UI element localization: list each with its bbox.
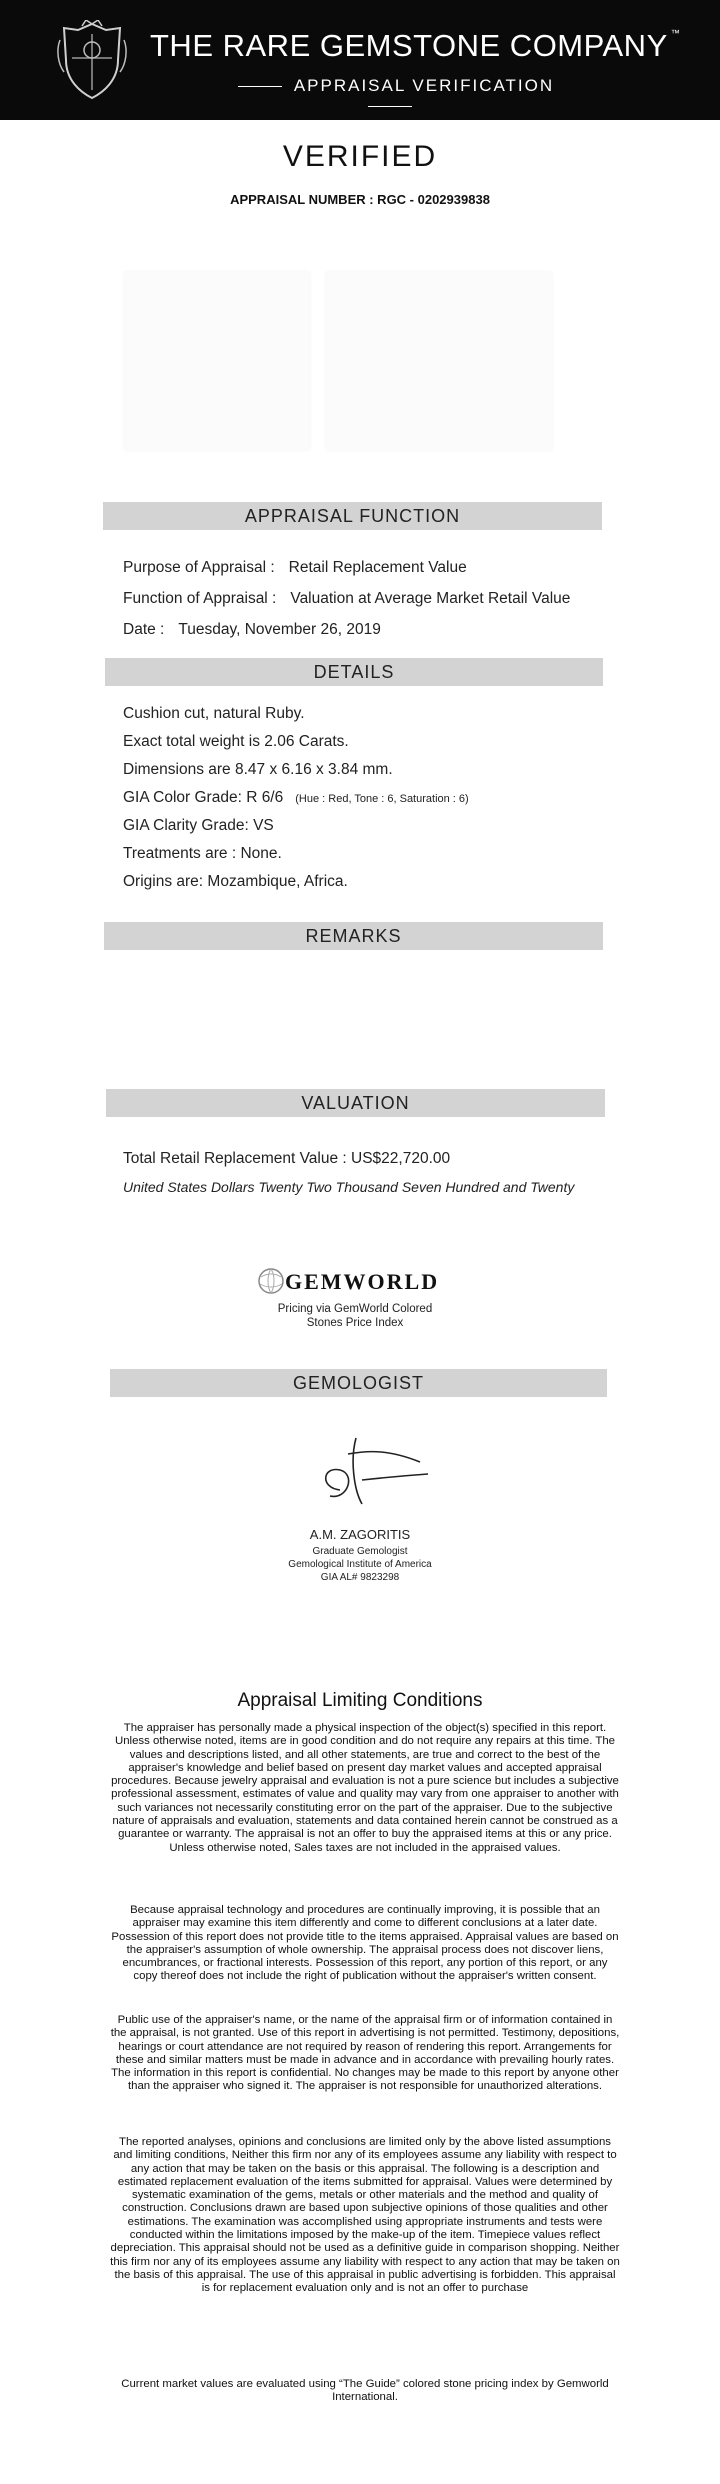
function-row: Function of Appraisal : Valuation at Average Market Retail Value <box>123 590 571 607</box>
conditions-paragraph-3: Public use of the appraiser's name, or the name of the appraisal firm or of information contained in the appraisal, is not granted. Use of this report in advertising is not permitted. Testimony, depositions, hearings or court attendance are not required by reason of rendering this report. Arrangements for these and similar matters must be made in advance and in accordance with prevailing hourly rates. The information in this report is confidential. No changes may be made to this report by anyone other than the appraiser who signed it. The appraiser is not responsible for unauthorized alterations. <box>110 2014 620 2093</box>
conditions-title: Appraisal Limiting Conditions <box>237 1690 483 1711</box>
header-banner <box>0 0 720 120</box>
section-details: DETAILS <box>105 658 603 686</box>
gemologist-id: GIA AL# 9823298 <box>320 1572 400 1583</box>
section-remarks: REMARKS <box>104 922 603 950</box>
gemologist-name: A.M. ZAGORITIS <box>309 1527 411 1542</box>
conditions-paragraph-4: The reported analyses, opinions and conclusions are limited only by the above listed assumptions and limiting conditions, Neither this firm nor any of its employees assume any liability with respect to any action that may be taken on the basis or this appraisal. The following is a description and estimated replacement evaluation of the items submitted for appraisal. Values were determined by systematic examination of the gems, metals or other materials and the method and quality of construction. Conclusions drawn are based upon subjective opinions of those qualities and other estimations. The examination was accomplished using appropriate instruments and tests were conducted within the limitations imposed by the make-up of the item. Timepiece values reflect depreciation. This appraisal should not be used as a definitive guide in comparison shopping. Neither this firm nor any of its employees assume any liability with respect to any action that may be taken on the basis of this appraisal. The use of this appraisal in public advertising is forbidden. This appraisal is for replacement evaluation only and is not an offer to purchase <box>110 2136 620 2295</box>
company-name: THE RARE GEMSTONE COMPANY ™ <box>150 28 681 63</box>
date-row: Date : Tuesday, November 26, 2019 <box>123 621 381 638</box>
gem-photo-left <box>124 272 310 450</box>
header-subtitle: APPRAISAL VERIFICATION <box>200 76 580 116</box>
gem-photo-right <box>326 272 552 450</box>
section-gemologist: GEMOLOGIST <box>110 1369 607 1397</box>
signature-icon <box>300 1430 440 1516</box>
detail-dimensions: Dimensions are 8.47 x 6.16 x 3.84 mm. <box>123 761 393 778</box>
detail-cut: Cushion cut, natural Ruby. <box>123 705 305 722</box>
gemologist-institute: Gemological Institute of America <box>288 1559 432 1570</box>
total-value: Total Retail Replacement Value : US$22,720.00 <box>123 1150 451 1167</box>
purpose-row: Purpose of Appraisal : Retail Replacement Value <box>123 559 467 576</box>
gemworld-caption: Pricing via GemWorld Colored Stones Price Index <box>277 1303 433 1329</box>
gemworld-logo-icon <box>255 1264 445 1298</box>
detail-treatments: Treatments are : None. <box>123 845 282 862</box>
detail-weight: Exact total weight is 2.06 Carats. <box>123 733 349 750</box>
gemologist-title: Graduate Gemologist <box>312 1546 408 1557</box>
color-note: (Hue : Red, Tone : 6, Saturation : 6) <box>295 793 469 805</box>
trademark-mark: ™ <box>670 28 681 38</box>
detail-color: GIA Color Grade: R 6/6 (Hue : Red, Tone : 6, Saturation : 6) <box>123 789 469 806</box>
gemworld-logo-text: GEMWORLD <box>285 1269 440 1294</box>
verified-status: VERIFIED <box>282 140 438 173</box>
conditions-paragraph-1: The appraiser has personally made a physical inspection of the object(s) specified in this report. Unless otherwise noted, items are in good condition and do not require any repairs at this time. The values and descriptions listed, and all other statements, are true and correct to the best of the appraiser's knowledge and belief based on present day market values and accepted appraisal procedures. Because jewelry appraisal and evaluation is not a pure science but includes a subjective professional assessment, estimates of value and quality may vary from one appraiser to another with such variances not necessarily constituting error on the part of the appraiser. Due to the subjective nature of appraisals and evaluation, statements and data contained herein cannot be construed as a guarantee or warranty. The appraisal is not an offer to buy the appraised items at this or any price. Unless otherwise noted, Sales taxes are not included in the appraised values. <box>111 1722 619 1854</box>
conditions-paragraph-2: Because appraisal technology and procedures are continually improving, it is possible that an appraiser may examine this item differently and come to different conclusions at a later date. Possession of this report does not provide title to the items appraised. Appraisal values are based on the appraiser's assumption of whole ownership. The appraisal process does not discover liens, encumbrances, or fractional interests. Possession of this report, any portion of this report, or any copy thereof does not include the right of publication without the appraiser's written consent. <box>111 1904 619 1983</box>
appraisal-number: APPRAISAL NUMBER : RGC - 0202939838 <box>230 192 490 207</box>
crest-icon <box>56 20 128 102</box>
detail-clarity: GIA Clarity Grade: VS <box>123 817 274 834</box>
conditions-paragraph-5: Current market values are evaluated using “The Guide” colored stone pricing index by Gemworld International. <box>121 2378 609 2404</box>
section-valuation: VALUATION <box>106 1089 605 1117</box>
detail-origins: Origins are: Mozambique, Africa. <box>123 873 348 890</box>
section-appraisal-function: APPRAISAL FUNCTION <box>103 502 602 530</box>
value-in-words: United States Dollars Twenty Two Thousand Seven Hundred and Twenty <box>123 1179 575 1195</box>
